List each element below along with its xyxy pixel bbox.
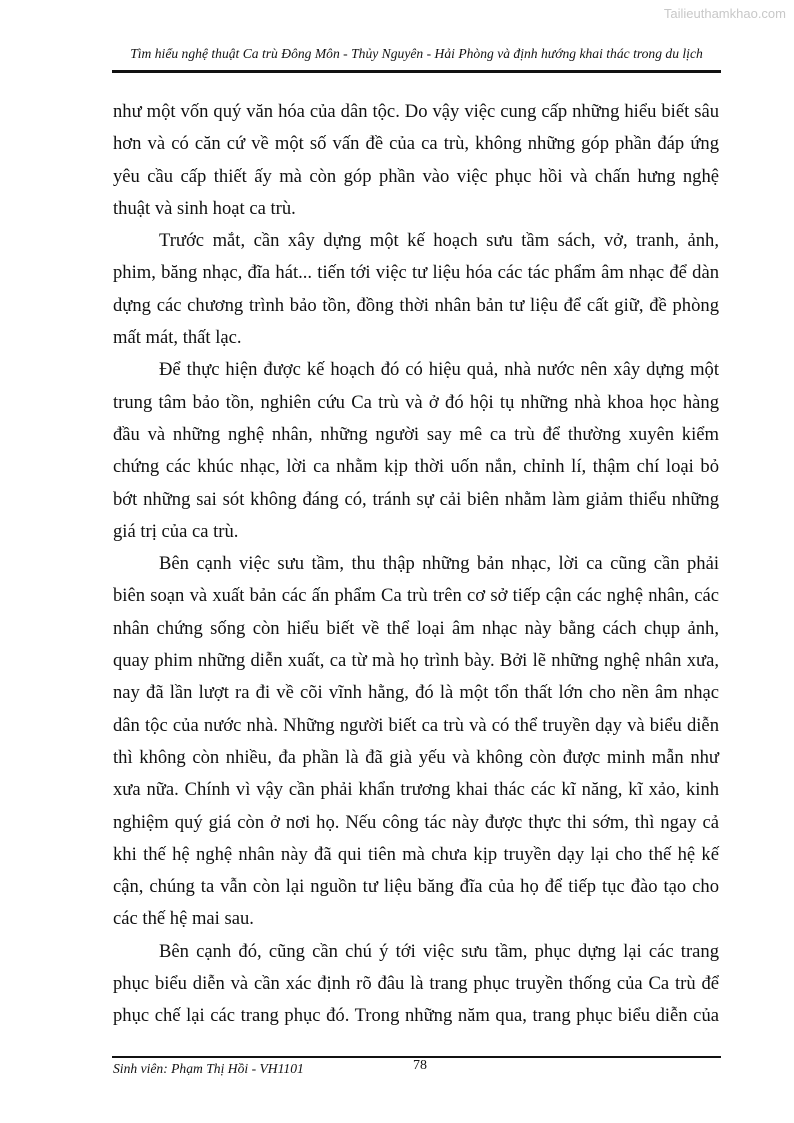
text-line: biên soạn và xuất bản các ấn phẩm Ca trù trên cơ sở tiếp cận các nghệ nhân, các <box>113 585 719 607</box>
text-line: xưa nữa. Chính vì vậy cần phải khẩn trương khai thác các kĩ năng, kĩ xảo, kinh <box>113 779 719 801</box>
text-line: phim, băng nhạc, đĩa hát... tiến tới việc tư liệu hóa các tác phẩm âm nhạc để dàn <box>113 262 719 284</box>
text-line: nghiệm quý giá còn ở nơi họ. Nếu công tác này được thực thi sớm, thì ngay cả <box>113 811 719 833</box>
text-line: chứng các khúc nhạc, lời ca nhằm kịp thời uốn nắn, chỉnh lí, thậm chí loại bỏ <box>113 456 719 478</box>
text-line: như một vốn quý văn hóa của dân tộc. Do vậy việc cung cấp những hiểu biết sâu <box>113 101 719 122</box>
page-number: 78 <box>413 1058 427 1073</box>
footer-student-name: Sinh viên: Phạm Thị Hồi - VH1101 <box>113 1061 304 1076</box>
document-body <box>113 96 719 1033</box>
text-line: dân tộc của nước nhà. Những người biết ca trù và có thể truyền dạy và biểu diễn <box>113 714 719 736</box>
text-line: nay đã lần lượt ra đi về cõi vĩnh hằng, đó là một tổn thất lớn cho nền âm nhạc <box>113 682 719 704</box>
text-line: Trước mắt, cần xây dựng một kế hoạch sưu tầm sách, vở, tranh, ảnh, <box>159 230 719 252</box>
text-line: hơn và có căn cứ về một số vấn đề của ca trù, không những góp phần đáp ứng <box>113 133 719 155</box>
watermark: Tailieuthamkhao.com <box>663 6 786 21</box>
text-line: cận, chúng ta vẫn còn lại nguồn tư liệu băng đĩa của họ để tiếp tục đào tạo cho <box>113 876 719 898</box>
text-line: thì không còn nhiều, đa phần là đã già yếu và không còn được minh mẫn như <box>113 746 719 768</box>
text-line: yêu cầu cấp thiết ấy mà còn góp phần vào việc phục hồi và chấn hưng nghệ <box>113 165 719 187</box>
text-line: nhân chứng sống còn hiểu biết về thể loại âm nhạc này bằng cách chụp ảnh, <box>113 617 719 639</box>
text-line: Bên cạnh việc sưu tầm, thu thập những bản nhạc, lời ca cũng cần phải <box>159 553 719 575</box>
paragraph <box>113 225 719 354</box>
text-line: khi thế hệ nghệ nhân này đã qui tiên mà chưa kịp truyền dạy lại cho thế hệ kế <box>113 843 719 865</box>
paragraph <box>113 96 719 225</box>
page-header-title: Tìm hiểu nghệ thuật Ca trù Đông Môn - Thủy Nguyên - Hải Phòng và định hướng khai thác trong du lịch <box>130 46 703 61</box>
text-line: bớt những sai sót không đáng có, tránh sự cải biên nhằm làm giảm thiểu những <box>113 488 719 510</box>
text-line: phục biểu diễn và cần xác định rõ đâu là trang phục truyền thống của Ca trù để <box>113 973 719 995</box>
text-line: dựng các chương trình bảo tồn, đồng thời nhân bản tư liệu để cất giữ, đề phòng <box>113 294 719 316</box>
paragraph <box>113 548 719 936</box>
header-divider <box>112 70 721 73</box>
text-line: mất mát, thất lạc. <box>113 327 242 349</box>
text-line: Bên cạnh đó, cũng cần chú ý tới việc sưu tầm, phục dựng lại các trang <box>159 940 719 962</box>
paragraph <box>113 354 719 548</box>
text-line: các thế hệ mai sau. <box>113 908 254 930</box>
paragraph <box>113 936 719 1033</box>
text-line: thuật và sinh hoạt ca trù. <box>113 197 296 219</box>
text-line: trung tâm bảo tồn, nghiên cứu Ca trù và ở đó hội tụ những nhà khoa học hàng <box>113 391 719 413</box>
text-line: Để thực hiện được kế hoạch đó có hiệu quả, nhà nước nên xây dựng một <box>159 359 719 381</box>
text-line: phục chế lại các trang phục đó. Trong những năm qua, trang phục biểu diễn của <box>113 1005 719 1027</box>
text-line: đầu và những nghệ nhân, những người say mê ca trù để thường xuyên kiểm <box>113 423 719 445</box>
text-line: giá trị của ca trù. <box>113 520 239 542</box>
text-line: quay phim những diễn xuất, ca từ mà họ trình bày. Bởi lẽ những nghệ nhân xưa, <box>113 650 719 672</box>
